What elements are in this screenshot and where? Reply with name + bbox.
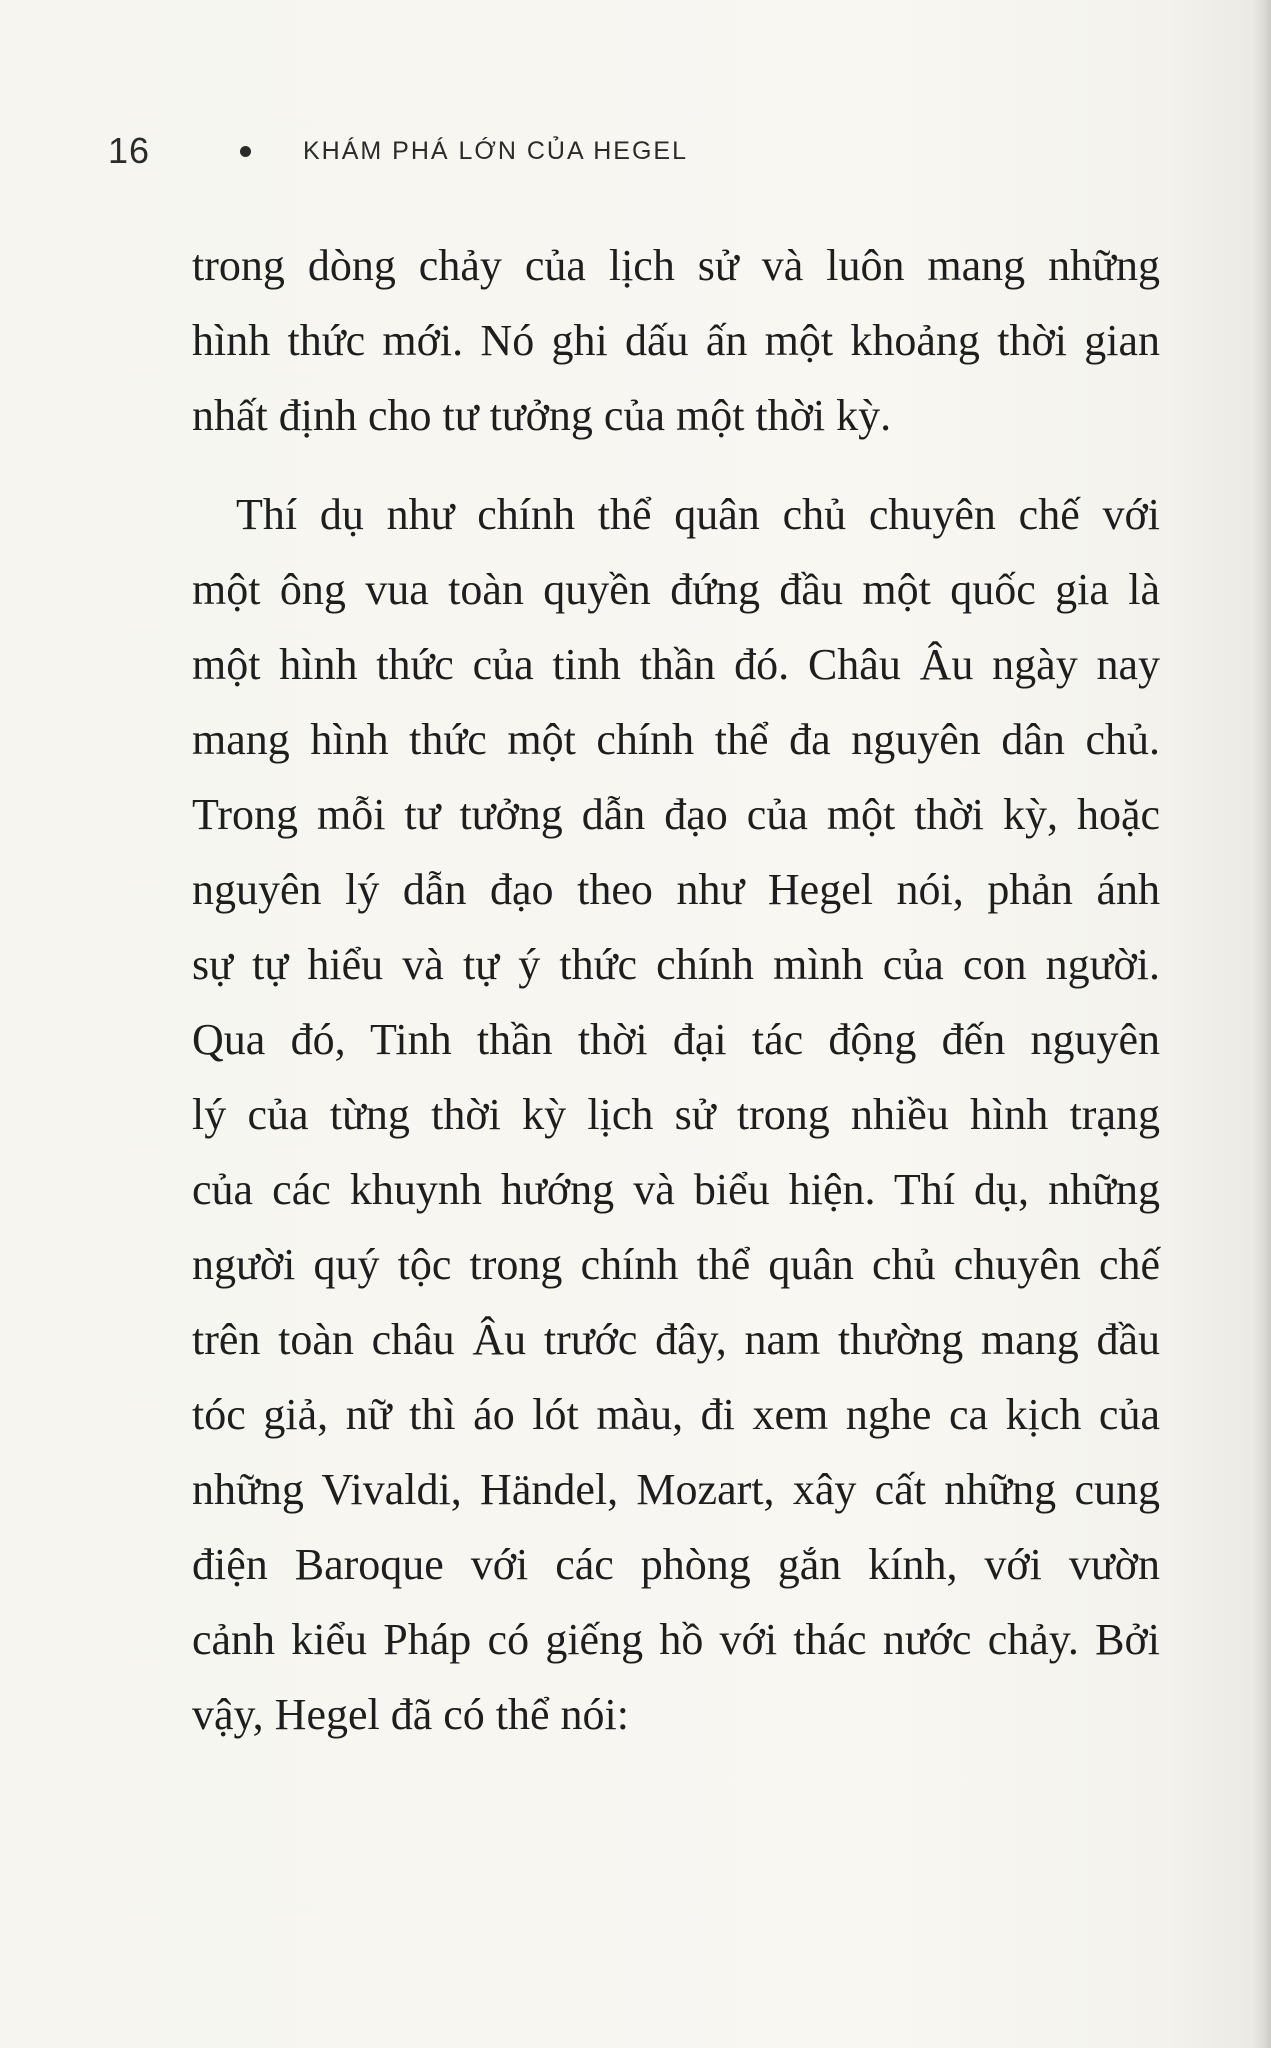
text-line: điện Baroque với các phòng gắn kính, với vườn — [192, 1540, 1160, 1589]
text-line: một hình thức của tinh thần đó. Châu Âu ngày nay — [192, 640, 1160, 689]
paragraph-1 — [192, 228, 1160, 453]
text-line: người quý tộc trong chính thể quân chủ chuyên chế — [192, 1240, 1160, 1289]
text-line: trên toàn châu Âu trước đây, nam thường mang đầu — [192, 1315, 1160, 1364]
page-number: 16 — [108, 130, 151, 171]
paragraph-2 — [192, 477, 1160, 1752]
text-line: lý của từng thời kỳ lịch sử trong nhiều hình trạng — [192, 1090, 1160, 1139]
text-line: nguyên lý dẫn đạo theo như Hegel nói, phản ánh — [192, 865, 1160, 914]
text-line: hình thức mới. Nó ghi dấu ấn một khoảng thời gian — [192, 316, 1160, 365]
text-line: vậy, Hegel đã có thể nói: — [192, 1690, 629, 1739]
text-line: sự tự hiểu và tự ý thức chính mình của con người. — [192, 940, 1160, 989]
text-line: Trong mỗi tư tưởng dẫn đạo của một thời kỳ, hoặc — [192, 790, 1160, 839]
bullet-separator-icon — [240, 146, 251, 157]
text-line: mang hình thức một chính thể đa nguyên dân chủ. — [192, 715, 1160, 764]
running-header — [108, 126, 688, 176]
text-line: tóc giả, nữ thì áo lót màu, đi xem nghe ca kịch của — [192, 1390, 1160, 1439]
body-text — [192, 228, 1160, 1752]
text-line: những Vivaldi, Händel, Mozart, xây cất những cung — [192, 1465, 1160, 1514]
text-line: cảnh kiểu Pháp có giếng hồ với thác nước chảy. Bởi — [192, 1615, 1160, 1664]
page-edge-shadow — [1253, 0, 1271, 2048]
text-line: nhất định cho tư tưởng của một thời kỳ. — [192, 391, 892, 440]
text-line: trong dòng chảy của lịch sử và luôn mang những — [192, 241, 1160, 290]
running-header-title: KHÁM PHÁ LỚN CỦA HEGEL — [303, 136, 688, 165]
text-line: một ông vua toàn quyền đứng đầu một quốc gia là — [192, 565, 1160, 614]
text-line: Thí dụ như chính thể quân chủ chuyên chế với — [236, 490, 1160, 539]
text-line: của các khuynh hướng và biểu hiện. Thí dụ, những — [192, 1165, 1160, 1214]
paragraph-gap — [192, 453, 1160, 477]
text-line: Qua đó, Tinh thần thời đại tác động đến nguyên — [192, 1015, 1160, 1064]
